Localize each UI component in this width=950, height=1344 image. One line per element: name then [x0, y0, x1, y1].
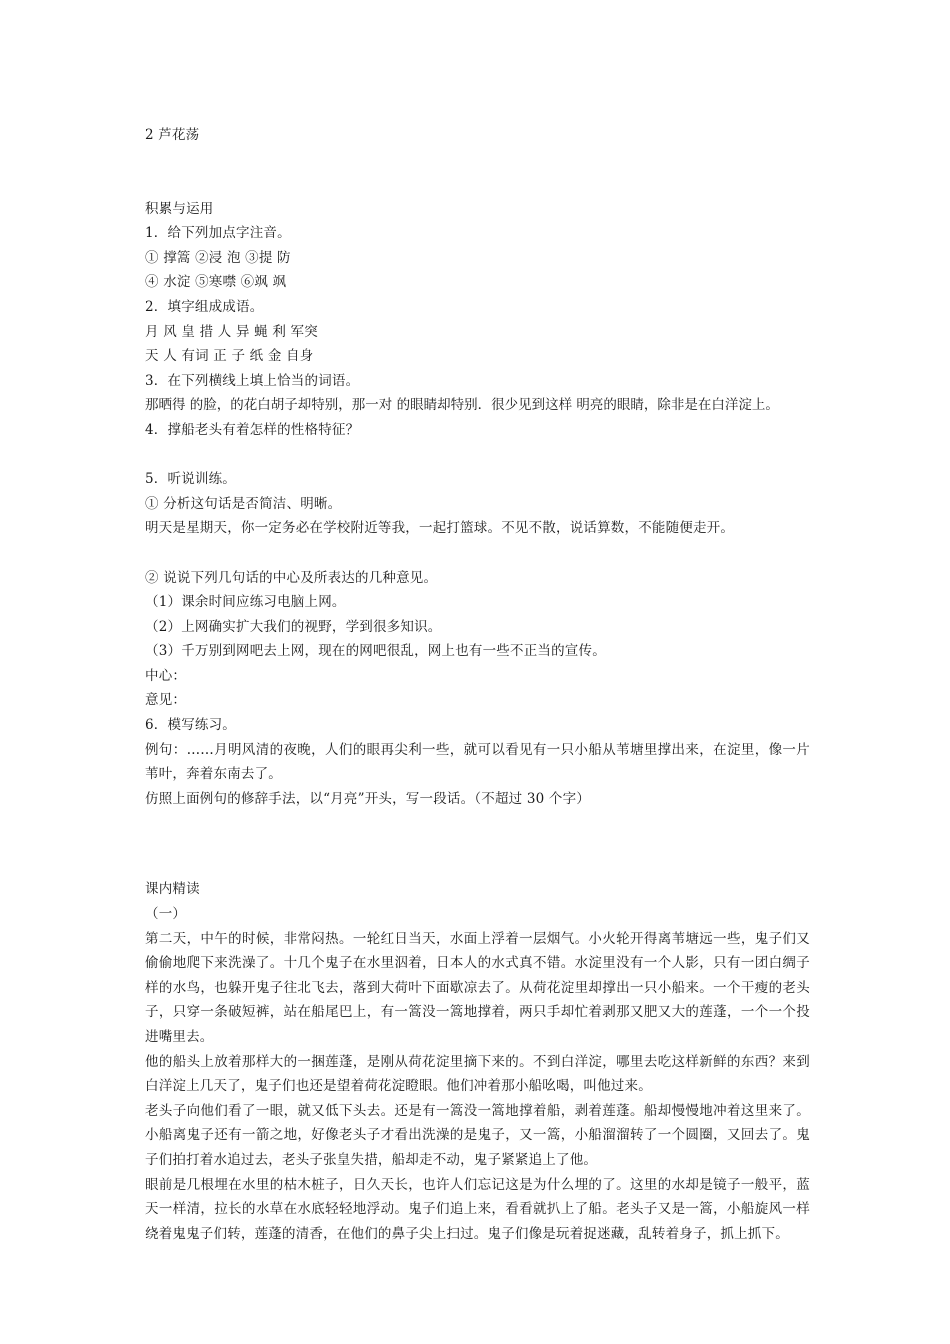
question-5-sub-1-text: 明天是星期天，你一定务必在学校附近等我，一起打篮球。不见不散，说话算数，不能随便走开。: [145, 520, 735, 537]
question-1: 1．给下列加点字注音。: [145, 225, 291, 242]
section-heading-close-reading: 课内精读: [145, 881, 200, 898]
question-5-sub-2: ② 说说下列几句话的中心及所表达的几种意见。: [145, 569, 438, 586]
question-2-line-2: 天 人 有词 正 子 纸 金 自身: [145, 348, 314, 365]
section-subheading: （一）: [145, 906, 187, 923]
spacer: [145, 148, 810, 197]
question-1-line-2: ④ 水淀 ⑤寒噤 ⑥飒 飒: [145, 274, 287, 291]
question-3-text: 那晒得 的脸，的花白胡子却特别，那一对 的眼睛却特别．很少见到这样 明亮的眼睛，除非是在白洋淀上。: [145, 397, 779, 414]
reading-paragraph-4: 眼前是几根埋在水里的枯木桩子，日久天长，也许人们忘记这是为什么埋的了。这里的水却是镜子一般平，蓝天一样清，拉长的水草在水底轻轻地浮动。鬼子们追上来，看看就扒上了船。老头子又是一篙，小船旋风一样绕着鬼鬼子们转，莲蓬的清香，在他们的鼻子尖上扫过。鬼子们像是玩着捉迷藏，乱转着身子，抓上抓下。: [145, 1176, 810, 1242]
question-5-sub-1: ① 分析这句话是否简洁、明晰。: [145, 495, 342, 512]
question-4: 4．撑船老头有着怎样的性格特征？: [145, 421, 360, 438]
question-5-item-1: （1）课余时间应练习电脑上网。: [145, 594, 346, 611]
reading-paragraph-2: 他的船头上放着那样大的一捆莲蓬，是刚从荷花淀里摘下来的。不到白洋淀，哪里去吃这样新鲜的东西？来到白洋淀上几天了，鬼子们也还是望着荷花淀瞪眼。他们冲着那小船吆喝，叫他过来。: [145, 1053, 810, 1095]
opinion-label: 意见：: [145, 692, 187, 709]
question-5-item-3: （3）千万别到网吧去上网，现在的网吧很乱，网上也有一些不正当的宣传。: [145, 643, 606, 660]
reading-paragraph-3: 老头子向他们看了一眼，就又低下头去。还是有一篙没一篙地撑着船，剥着莲蓬。船却慢慢地冲着这里来了。小船离鬼子还有一箭之地，好像老头子才看出洗澡的是鬼子，又一篙，小船溜溜转了一个圆圈，又回去了。鬼子们拍打着水追过去，老头子张皇失措，船却走不动，鬼子紧紧追上了他。: [145, 1102, 810, 1168]
center-label: 中心：: [145, 667, 187, 684]
question-6: 6．模写练习。: [145, 717, 236, 734]
question-6-example: 例句：……月明风清的夜晚，人们的眼再尖利一些，就可以看见有一只小船从苇塘里撑出来，在淀里，像一片苇叶，奔着东南去了。: [145, 741, 810, 783]
section-heading-accumulation: 积累与运用: [145, 200, 214, 217]
question-2-line-1: 月 风 皇 措 人 异 蝇 利 军突: [145, 323, 318, 340]
question-6-task: 仿照上面例句的修辞手法，以“月亮”开头，写一段话。（不超过 30 个字）: [145, 790, 591, 807]
spacer: [145, 811, 810, 877]
question-2: 2．填字组成成语。: [145, 298, 264, 315]
document-page: [145, 123, 810, 1246]
question-3: 3．在下列横线上填上恰当的词语。: [145, 372, 360, 389]
reading-paragraph-1: 第二天，中午的时候，非常闷热。一轮红日当天，水面上浮着一层烟气。小火轮开得离苇塘远一些，鬼子们又偷偷地爬下来洗澡了。十几个鬼子在水里泅着，日本人的水式真不错。水淀里没有一个人影，只有一团白绸子样的水鸟，也躲开鬼子往北飞去，落到大荷叶下面歇凉去了。从荷花淀里却撑出一只小船来。一个干瘦的老头子，只穿一条破短裤，站在船尾巴上，有一篙没一篙地撑着，两只手却忙着剥那又肥又大的莲蓬，一个一个投进嘴里去。: [145, 930, 810, 1045]
spacer: [145, 443, 810, 468]
document-title: 2 芦花荡: [145, 127, 200, 143]
spacer: [145, 541, 810, 566]
question-5-item-2: （2）上网确实扩大我们的视野，学到很多知识。: [145, 618, 442, 635]
question-1-line-1: ① 撑篙 ②浸 泡 ③提 防: [145, 249, 291, 266]
question-5: 5．听说训练。: [145, 471, 236, 488]
